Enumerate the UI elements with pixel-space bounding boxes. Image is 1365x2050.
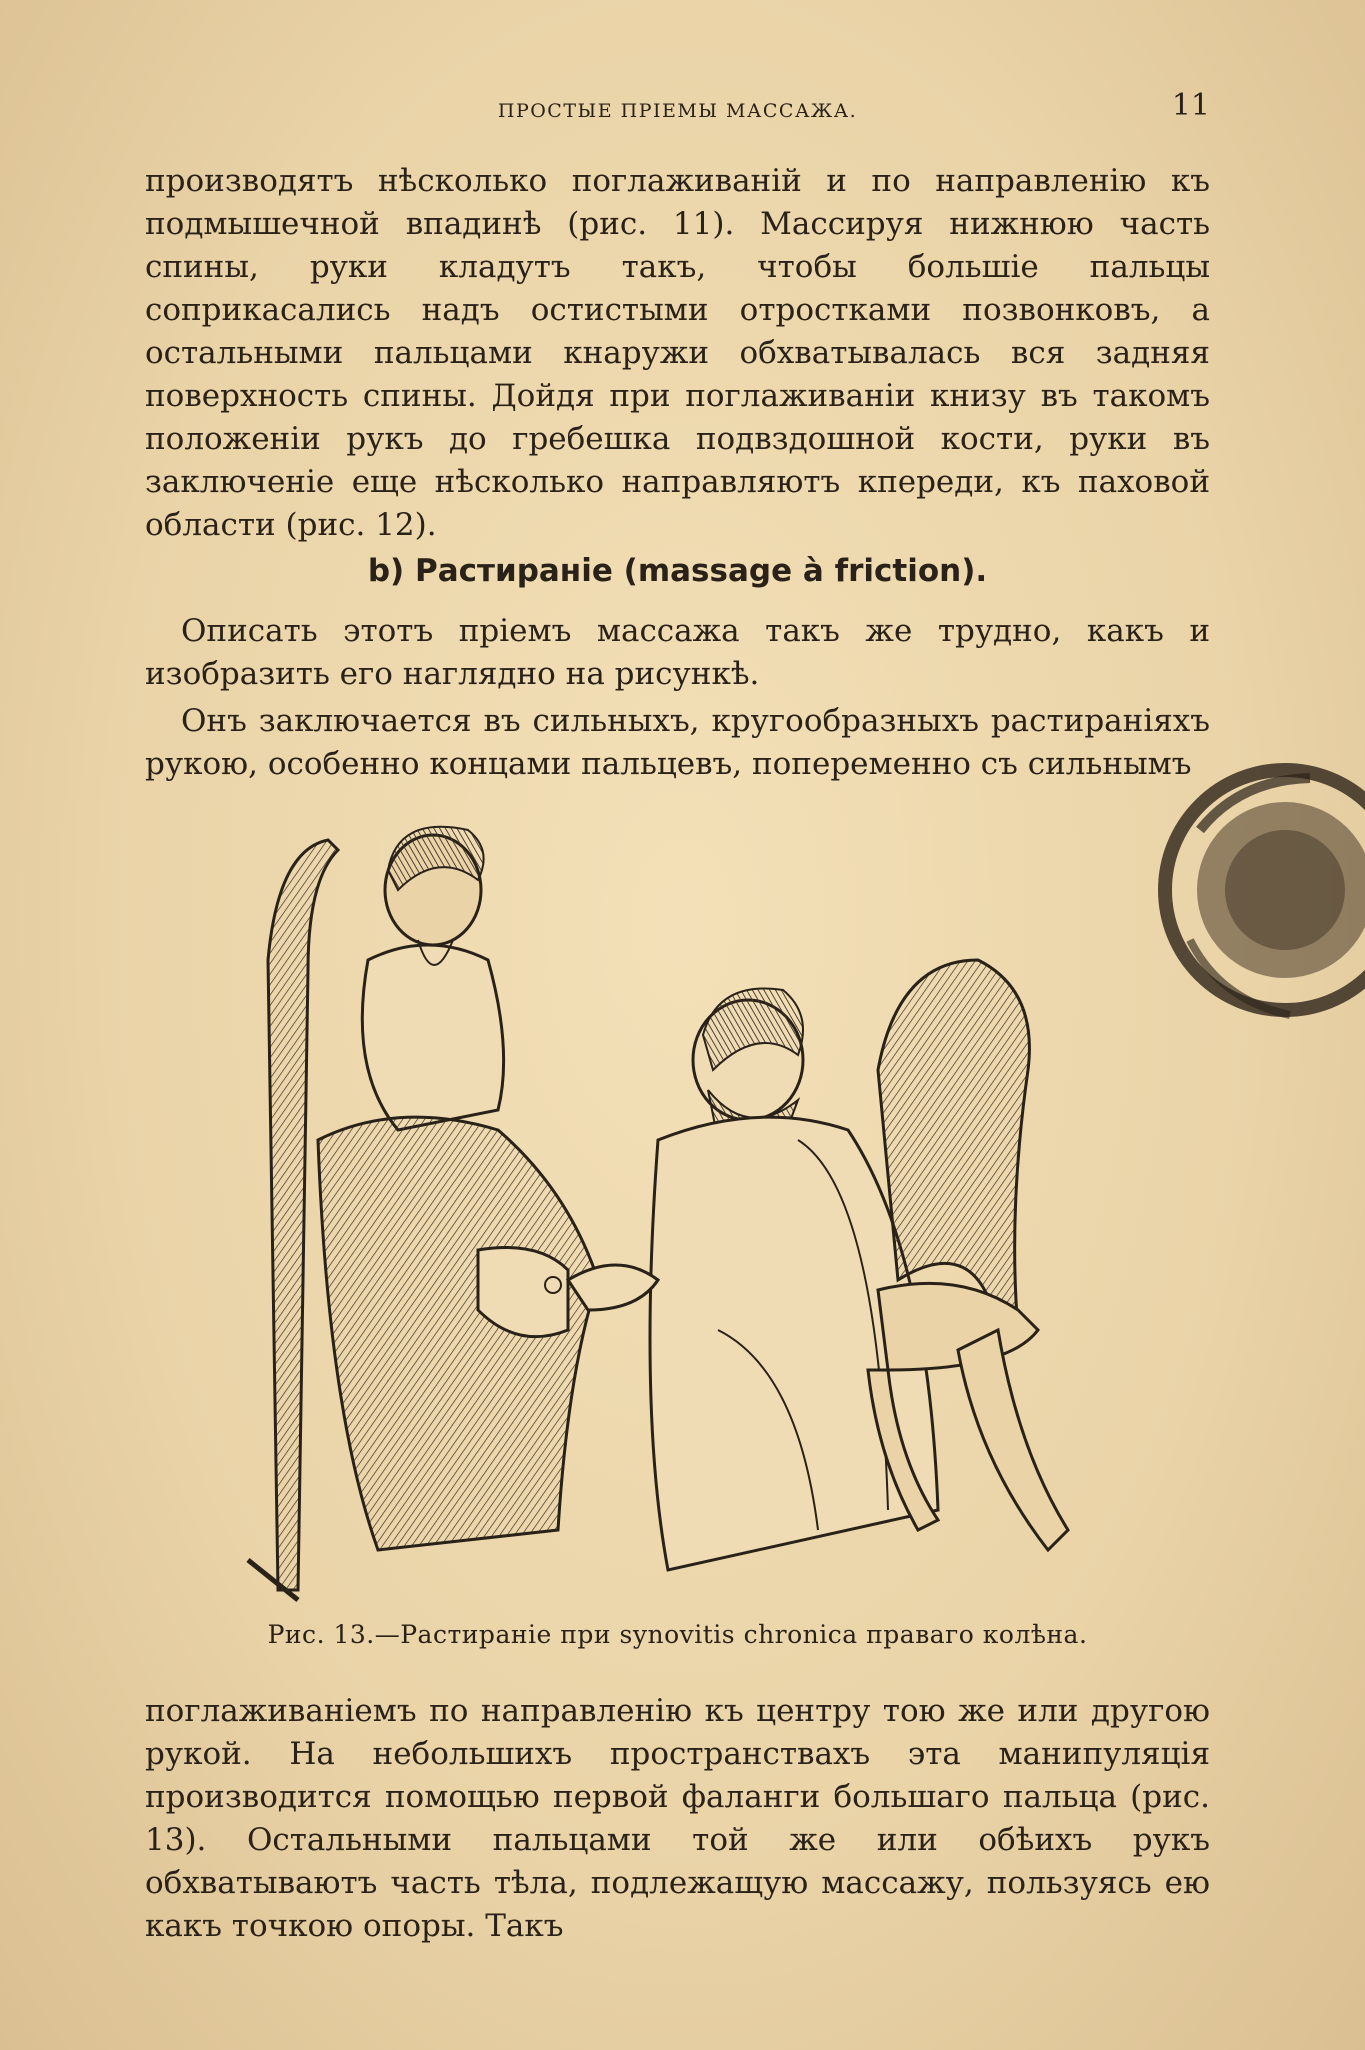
massage-illustration-icon <box>238 810 1118 1610</box>
library-stamp-icon <box>1140 740 1365 1080</box>
page-header <box>145 88 1210 128</box>
paragraph-friction-continued: поглаживаніемъ по направленію къ центру тою же или другою рукой. На небольшихъ пространствахъ эта манипуляція производится помощью первой фаланги большаго пальца (рис. 13). Остальными пальцами той же или обѣихъ рукъ обхватываютъ часть тѣла, подлежащую массажу, пользуясь ею какъ точкою опоры. Такъ <box>145 1693 1210 1944</box>
page-number: 11 <box>1171 88 1210 123</box>
paragraph-friction-description: Онъ заключается въ сильныхъ, кругообразныхъ растираніяхъ рукою, особенно концами пальцевъ, попеременно съ сильнымъ <box>145 703 1210 782</box>
figure-caption: Рис. 13.—Растираніе при synovitis chronica праваго колѣна. <box>267 1620 1088 1649</box>
figure-13 <box>238 810 1118 1610</box>
paragraph-stroking: производятъ нѣсколько поглаживаній и по направленію къ подмышечной впадинѣ (рис. 11). Массируя нижнюю часть спины, руки кладутъ такъ, чтобы большіе пальцы соприкасались надъ остистыми отростками позвонковъ, а остальными пальцами кнаружи обхватывалась вся задняя поверхность спины. Дойдя при поглаживаніи книзу въ такомъ положеніи рукъ до гребешка подвздошной кости, руки въ заключеніе еще нѣсколько направляютъ кпереди, къ паховой области (рис. 12). <box>145 163 1210 543</box>
paragraph-friction-intro: Описать этотъ пріемъ массажа такъ же трудно, какъ и изобразить его наглядно на рисункѣ. <box>145 613 1210 692</box>
library-stamp <box>1140 740 1365 1080</box>
section-heading-friction: b) Растираніе (massage à friction). <box>367 553 988 589</box>
running-title: ПРОСТЫЕ ПРІЕМЫ МАССАЖА. <box>497 100 858 122</box>
